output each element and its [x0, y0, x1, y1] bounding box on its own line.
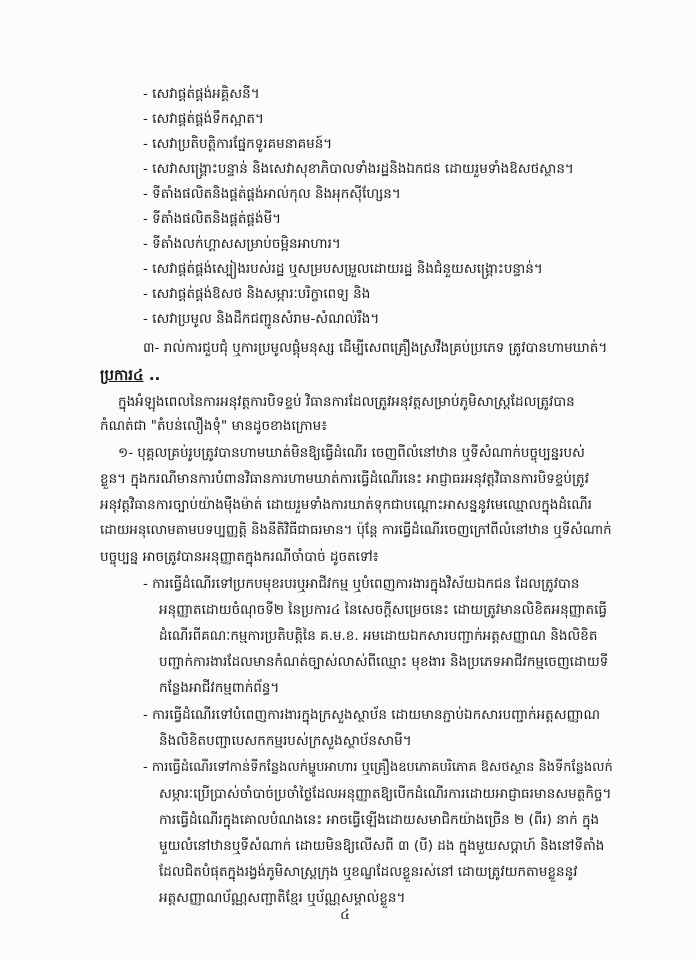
bullet-clean-water: - សេវាផ្គត់ផ្គង់ទឹកស្អាត។ [143, 111, 264, 127]
bullet-emergency-health: - សេវាសង្គ្រោះបន្ទាន់ និងសេវាសុខាភិបាលទាំងរដ្ឋនិងឯកជន ដោយរួមទាំងឱសថស្ថាន។ [143, 161, 574, 177]
page-number: ៤ [340, 907, 350, 923]
sub-bullet-a-line-5: កន្លែងអាជីវកម្មពាក់ព័ន្ធ។ [159, 680, 280, 696]
bullet-telecom: - សេវាប្រតិបត្តិការផ្នែកទូរគមនាគមន៍។ [143, 136, 333, 152]
clause-1-line-4: ដោយអនុលោមតាមបទប្បញ្ញត្តិ និងនីតិវិធីជាធរមាន។ ប៉ុន្តែ ការធ្វើដំណើរចេញក្រៅពីលំនៅឋាន ឬទីសំណាក់ [100, 523, 612, 538]
bullet-medicine: - សេវាផ្គត់ផ្គង់ឱសថ និងសម្ភារៈបរិក្ខាពេទ្យ និង [143, 286, 371, 302]
sub-bullet-b-line-1: - ការធ្វើដំណើរទៅបំពេញការងារក្នុងក្រសួងស្ថាប័ន ដោយមានភ្ជាប់ឯកសារបញ្ជាក់អត្តសញ្ញាណ [143, 707, 600, 723]
article-heading-label: ប្រការ៤ [100, 366, 144, 384]
clause-1-line-1: ១- បុគ្គលគ្រប់រូបត្រូវបានហាមឃាត់មិនឱ្យធ្វើដំណើរ ចេញពីលំនៅឋាន ឬទីសំណាក់បច្ចុប្បន្នរបស់ [118, 445, 585, 461]
sub-bullet-c-line-1: - ការធ្វើដំណើរទៅកាន់ទីកន្លែងលក់ម្ហូបអាហារ ឬគ្រឿងឧបភោគបរិភោគ ឱសថស្ថាន និងទីកន្លែងលក់ [143, 760, 613, 775]
sub-bullet-c-line-5: ដែលជិតបំផុតក្នុងរង្វង់ភូមិសាស្ត្រក្រុង ឬខណ្ឌដែលខ្លួនរស់នៅ ដោយត្រូវយកតាមខ្លួននូវ [159, 864, 578, 880]
clause-3: ៣- រាល់ការជួបជុំ ឬការប្រមូលផ្តុំមនុស្ស ដើម្បីសេពគ្រឿងស្រវឹងគ្រប់ប្រភេទ ត្រូវបានហាមឃាត់។ [143, 340, 608, 356]
bullet-waste: - សេវាប្រមូល និងដឹកជញ្ជូនសំរាម-សំណល់រឹង។ [143, 311, 380, 327]
clause-1-line-3: អនុវត្តវិធានការច្បាប់យ៉ាងម៉ឺងម៉ាត់ ដោយរួមទាំងការឃាត់ទុកជាបណ្តោះអាសន្ននូវមេឈ្មោលក្នុងដំណើរ [100, 497, 592, 513]
sub-bullet-c-line-2: សម្ភារៈប្រើប្រាស់ចាំបាច់ប្រចាំថ្ងៃដែលអនុញ្ញាតឱ្យបើកដំណើរការដោយអាជ្ញាធរមានសមត្ថកិច្ច។ [159, 786, 612, 802]
sub-bullet-c-line-4: មួយលំនៅឋានឬទីសំណាក់ ដោយមិនឱ្យលើសពី ៣ (បី) ដង ក្នុងមួយសប្តាហ៍ និងនៅទីតាំង [159, 838, 605, 854]
intro-line-1: ក្នុងអំឡុងពេលនៃការអនុវត្តការបិទខ្ទប់ វិធានការដែលត្រូវអនុវត្តសម្រាប់ភូមិសាស្ត្រដែលត្រូវបាន [118, 394, 575, 410]
sub-bullet-c-line-6: អត្តសញ្ញាណប័ណ្ណសញ្ជាតិខ្មែរ ឬប័ណ្ណសម្គាល់ខ្លួន។ [159, 890, 406, 906]
sub-bullet-a-line-4: បញ្ជាក់ការងារដែលមានកំណត់ច្បាស់លាស់ពីឈ្មោះ មុខងារ និងប្រភេទអាជីវកម្មចេញដោយទី [159, 654, 609, 670]
bullet-state-food: - សេវាផ្គត់ផ្គង់ស្បៀងរបស់រដ្ឋ ឬសម្របសម្រួលដោយរដ្ឋ និងជំនួយសង្គ្រោះបន្ទាន់។ [143, 261, 543, 277]
article-heading [100, 366, 160, 388]
intro-line-2: កំណត់ជា "តំបន់លឿងទុំ" មានដូចខាងក្រោម៖ [100, 418, 328, 434]
sub-bullet-a-line-1: - ការធ្វើដំណើរទៅប្រកបមុខរបរឬអាជីវកម្ម ឬបំពេញការងារក្នុងវិស័យឯកជន ដែលត្រូវបាន [143, 576, 580, 592]
bullet-noodles: - ទីតាំងផលិតនិងផ្គត់ផ្គង់មី។ [143, 211, 282, 227]
sub-bullet-c-line-3: ការធ្វើដំណើរក្នុងគោលបំណងនេះ អាចធ្វើឡើងដោយសមាជិកយ៉ាងច្រើន ២ (ពីរ) នាក់ ក្នុង [159, 812, 600, 828]
sub-bullet-a-line-3: ដំណើរពីគណៈកម្មការប្រតិបត្តិនៃ គ.ម.ខ. អមដោយឯកសារបញ្ជាក់អត្តសញ្ញាណ និងលិខិត [159, 628, 598, 644]
bullet-cooking-gas: - ទីតាំងលក់ហ្គាសសម្រាប់ចម្អិនអាហារ។ [143, 236, 341, 252]
sub-bullet-a-line-2: អនុញ្ញាតដោយចំណុចទី២ នៃប្រការ៤ នៃសេចក្តីសម្រេចនេះ ដោយត្រូវមានលិខិតអនុញ្ញាតធ្វើ [159, 602, 607, 618]
sub-bullet-b-line-2: និងលិខិតបញ្ជាបេសកកម្មរបស់ក្រសួងស្ថាប័នសាមី។ [159, 733, 412, 749]
clause-1-line-5: បច្ចុប្បន្ន អាចត្រូវបានអនុញ្ញាតក្នុងករណីចាំបាច់ ដូចតទៅ៖ [100, 549, 379, 565]
bullet-electricity: - សេវាផ្គត់ផ្គង់អគ្គិសនី។ [143, 86, 260, 102]
bullet-alcohol-oxygen: - ទីតាំងផលិតនិងផ្គត់ផ្គង់អាល់កុល និងអុកស៊ីហ្សែន។ [143, 186, 401, 202]
clause-1-line-2: ខ្លួន។ ក្នុងករណីមានការបំពានវិធានការហាមឃាត់ការធ្វើដំណើរនេះ អាជ្ញាធរអនុវត្តវិធានការបិទខ្ទប់ត្រូវ [100, 471, 589, 487]
article-heading-suffix: .. [143, 366, 161, 384]
